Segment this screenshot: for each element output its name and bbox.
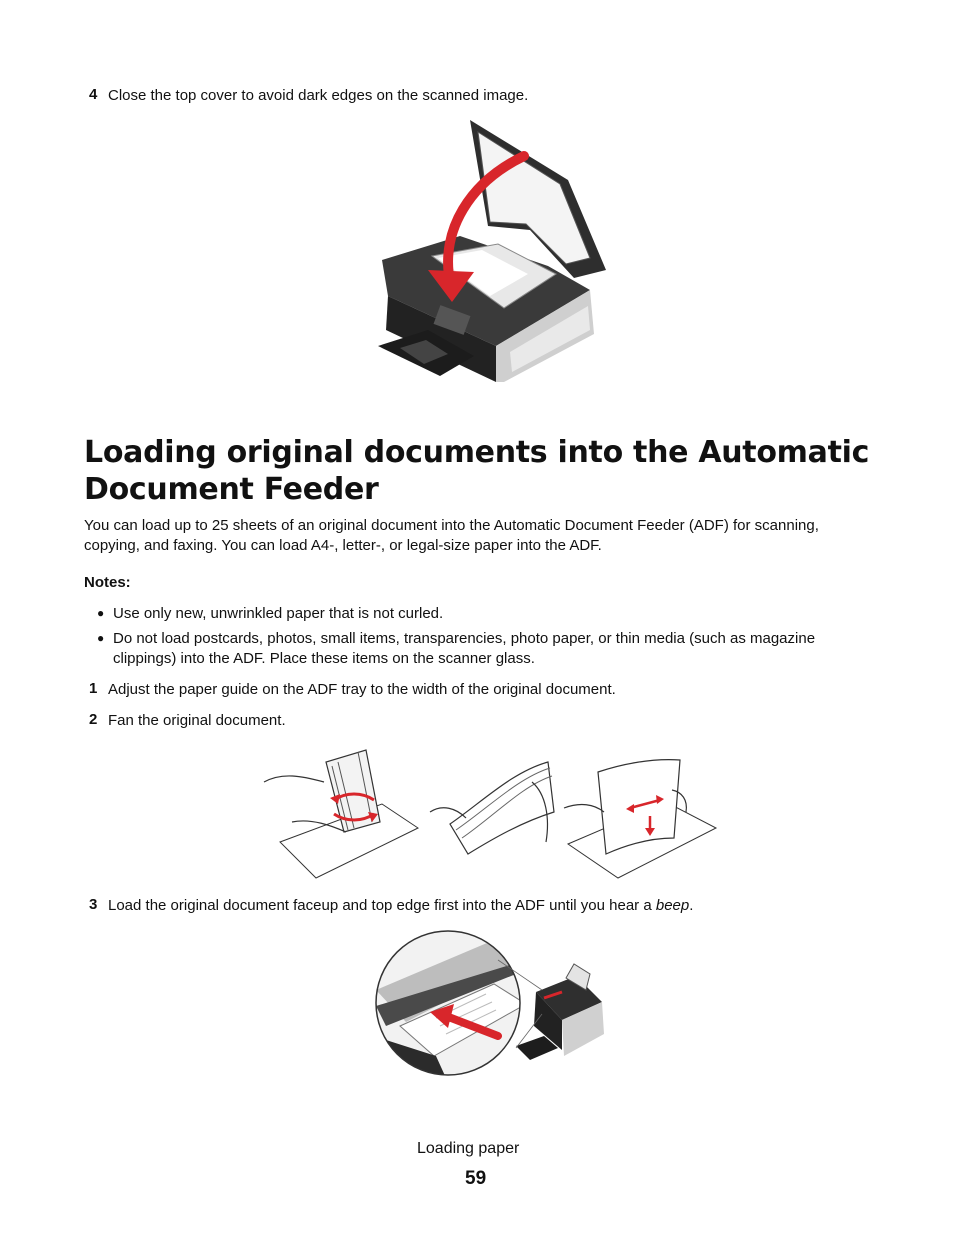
step-3-number: 3 — [89, 896, 98, 913]
step-4-number: 4 — [89, 86, 98, 103]
adf-loading-illustration — [376, 930, 608, 1078]
step-1-text: Adjust the paper guide on the ADF tray to the width of the original document. — [108, 681, 616, 698]
note-item-2-line-2: clippings) into the ADF. Place these items on the scanner glass. — [113, 650, 535, 667]
bullet-icon: ● — [97, 606, 105, 620]
step-1-number: 1 — [89, 680, 98, 697]
step-3-text — [108, 896, 693, 916]
step-2-text: Fan the original document. — [108, 712, 286, 729]
section-heading-line-1: Loading original documents into the Automatic — [84, 435, 870, 470]
step-2-number: 2 — [89, 711, 98, 728]
footer-section-label: Loading paper — [417, 1140, 520, 1157]
fan-paper-illustration — [262, 742, 718, 882]
bullet-icon: ● — [97, 631, 105, 645]
step-3-text-beep: beep — [655, 897, 690, 914]
step-3-text-main: Load the original document faceup and top edge first into the ADF until you hear a — [108, 897, 656, 914]
intro-line-1: You can load up to 25 sheets of an original document into the Automatic Document Feeder (ADF) for scanning, — [84, 517, 819, 534]
note-item-1: Use only new, unwrinkled paper that is not curled. — [113, 605, 444, 622]
step-3-text-end: . — [689, 897, 694, 914]
section-heading — [84, 434, 884, 508]
note-item-2-line-1: Do not load postcards, photos, small items, transparencies, photo paper, or thin media (such as magazine — [113, 630, 816, 647]
printer-open-cover-illustration — [378, 118, 600, 384]
page-number: 59 — [465, 1168, 487, 1189]
section-heading-line-2: Document Feeder — [84, 472, 379, 507]
intro-line-2: copying, and faxing. You can load A4-, letter-, or legal-size paper into the ADF. — [84, 537, 602, 554]
notes-label: Notes: — [84, 574, 131, 591]
step-4-text: Close the top cover to avoid dark edges on the scanned image. — [108, 87, 529, 104]
